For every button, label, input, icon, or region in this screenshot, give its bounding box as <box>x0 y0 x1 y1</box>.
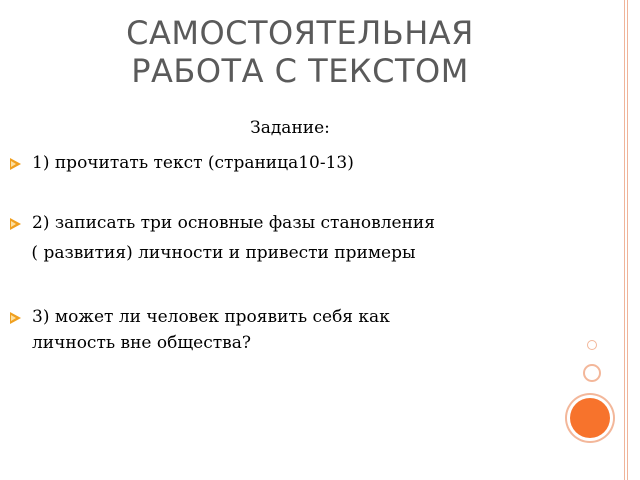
bullet-arrow-icon <box>10 158 21 170</box>
list-item-2 <box>32 210 552 236</box>
bullet-arrow-icon <box>10 218 21 230</box>
slide-title <box>0 14 600 90</box>
title-line-1: САМОСТОЯТЕЛЬНАЯ <box>126 14 474 52</box>
bullet-arrow-icon <box>10 312 21 324</box>
slide-frame-border <box>624 0 628 480</box>
list-item-2-continuation: ( развития) личности и привести примеры <box>26 243 416 263</box>
list-item-3-continuation: личность вне общества? <box>32 333 251 353</box>
list-item-1 <box>32 150 552 176</box>
decorative-ring-circle <box>583 364 601 382</box>
title-line-2: РАБОТА С ТЕКСТОМ <box>131 52 469 90</box>
decorative-orange-circle <box>570 398 610 438</box>
list-item-text: 1) прочитать текст (страница10-13) <box>32 153 354 173</box>
task-heading: Задание: <box>250 118 330 138</box>
list-item-3 <box>32 304 552 330</box>
decorative-small-circle <box>587 340 597 350</box>
list-item-text: 2) записать три основные фазы становления <box>32 213 435 233</box>
list-item-text: 3) может ли человек проявить себя как <box>32 307 390 327</box>
